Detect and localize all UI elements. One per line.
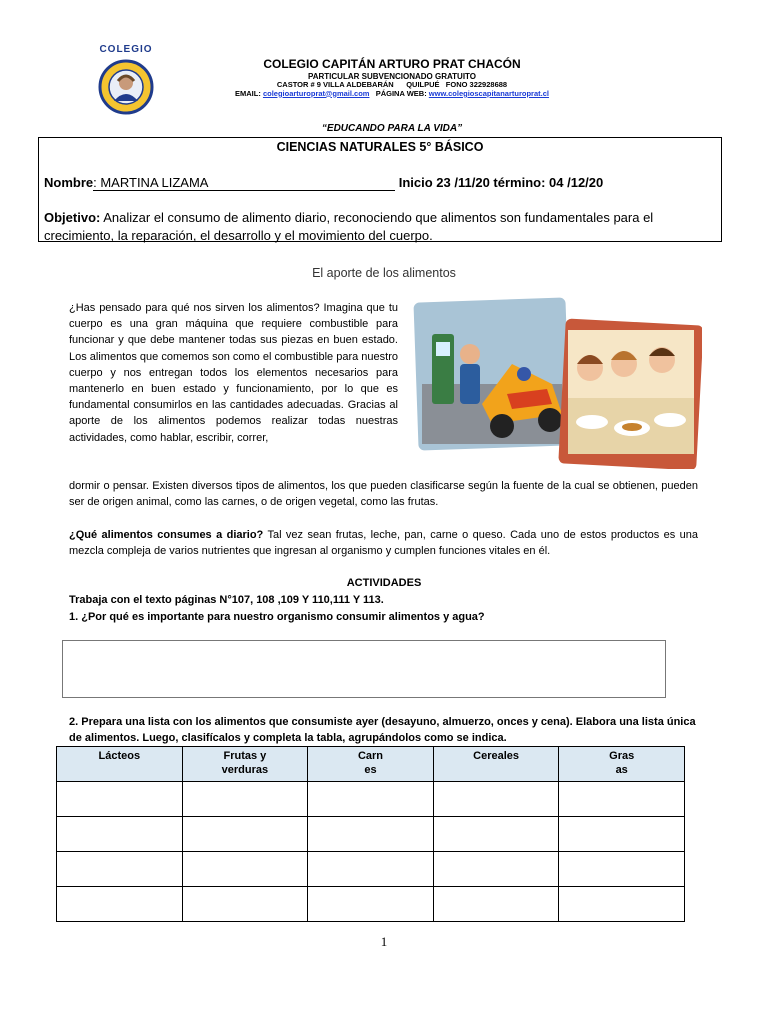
activities-title: ACTIVIDADES (346, 577, 422, 589)
table-cell[interactable] (182, 887, 308, 922)
header-frutas-verduras: Frutas y verduras (182, 747, 308, 782)
textbook-pages: Trabaja con el texto páginas N°107, 108 ,109 Y 110,111 Y 113. (69, 594, 384, 606)
table-cell[interactable] (559, 782, 685, 817)
table-row (57, 782, 685, 817)
food-classification-table (56, 746, 685, 922)
email-label: EMAIL: (235, 88, 261, 98)
name-field[interactable] (93, 175, 395, 191)
table-cell[interactable] (308, 817, 434, 852)
table-cell[interactable] (433, 887, 559, 922)
table-cell[interactable] (57, 852, 183, 887)
intro-paragraph: ¿Has pensado para qué nos sirven los alimentos? Imagina que tu cuerpo es una gran máquina que requiere combustible para funcionar y que debe mantener todas sus piezas en buen estado. Los alimentos que comemos son como el combustible para nuestro cuerpo y nos entregan todos los elementos necesarios para mantenerlo en buen estado y funcionamiento, por lo que es fundamental consumirlos en las cantidades adecuadas. Gracias al aporte de los alimentos podemos realizar todas nuestras actividades, como hablar, escribir, correr, (69, 302, 398, 444)
school-subtitle: PARTICULAR SUBVENCIONADO GRATUITO (308, 71, 476, 81)
school-header (200, 58, 584, 98)
table-cell[interactable] (433, 817, 559, 852)
table-cell[interactable] (433, 782, 559, 817)
info-box (38, 137, 722, 242)
school-logo (88, 44, 164, 117)
page-number: 1 (380, 934, 388, 949)
table-cell[interactable] (559, 887, 685, 922)
objective (44, 209, 714, 245)
table-cell[interactable] (308, 852, 434, 887)
daily-food-text: Tal vez sean frutas, leche, pan, carne o queso. Cada uno de estos productos es una mezcla compleja de varios nutrientes que ingresan al organismo y cumplen funciones vitales en él. (69, 529, 698, 558)
header-grasas: Gras as (559, 747, 685, 782)
header-cereales: Cereales (433, 747, 559, 782)
objective-text: Analizar el consumo de alimento diario, reconociendo que alimentos son fundamentales para el crecimiento, la reparación, el desarrollo y el movimiento del cuerpo. (44, 210, 654, 243)
name-value: : MARTINA LIZAMA (93, 175, 209, 190)
school-name: COLEGIO CAPITÁN ARTURO PRAT CHACÓN (263, 57, 521, 71)
school-address: CASTOR # 9 VILLA ALDEBARÁN QUILPUÉ FONO 322928688 (276, 79, 508, 89)
web-link[interactable]: www.colegioscapitanarturoprat.cl (428, 88, 549, 98)
table-cell[interactable] (57, 887, 183, 922)
race-car-illustration (413, 297, 570, 450)
table-cell[interactable] (57, 782, 183, 817)
section-title: El aporte de los alimentos (312, 266, 456, 280)
table-cell[interactable] (308, 887, 434, 922)
table-cell[interactable] (308, 782, 434, 817)
table-row (57, 852, 685, 887)
table-cell[interactable] (433, 852, 559, 887)
table-cell[interactable] (182, 782, 308, 817)
table-header-row (57, 747, 685, 782)
school-contact-line (200, 90, 584, 99)
daily-food-question: ¿Qué alimentos consumes a diario? (69, 529, 264, 541)
logo-word: COLEGIO (99, 44, 153, 55)
question-1: 1. ¿Por qué es importante para nuestro organismo consumir alimentos y agua? (69, 611, 485, 623)
table-row (57, 887, 685, 922)
question-2: 2. Prepara una lista con los alimentos que consumiste ayer (desayuno, almuerzo, onces y cena). Elabora una lista única de alimentos. Luego, clasifícalos y completa la tabla, agrupándolos como se indica. (69, 716, 696, 744)
types-paragraph: dormir o pensar. Existen diversos tipos de alimentos, los que pueden clasificarse según la fuente de la cual se obtienen, pueden ser de origen animal, como las carnes, o de origen vegetal, como las frutas. (69, 480, 698, 509)
objective-label: Objetivo: (44, 210, 101, 225)
school-motto: “EDUCANDO PARA LA VIDA” (321, 123, 463, 134)
subject-title: CIENCIAS NATURALES 5° BÁSICO (276, 140, 484, 154)
table-cell[interactable] (559, 852, 685, 887)
table-row (57, 817, 685, 852)
children-eating-illustration (558, 318, 702, 469)
answer-box-question-1[interactable] (62, 640, 666, 698)
email-link[interactable]: colegioarturoprat@gmail.com (262, 88, 370, 98)
table-cell[interactable] (559, 817, 685, 852)
table-cell[interactable] (57, 817, 183, 852)
table-cell[interactable] (182, 817, 308, 852)
table-cell[interactable] (182, 852, 308, 887)
daily-food-paragraph (69, 527, 698, 559)
illustration-fuel-and-eating (412, 294, 702, 469)
name-line (44, 175, 603, 191)
header-lacteos: Lácteos (57, 747, 183, 782)
name-label: Nombre (44, 175, 94, 190)
school-crest-icon (98, 57, 154, 117)
dates: Inicio 23 /11/20 término: 04 /12/20 (398, 175, 604, 190)
header-carnes: Carn es (308, 747, 434, 782)
web-label: PÁGINA WEB: (375, 88, 427, 98)
